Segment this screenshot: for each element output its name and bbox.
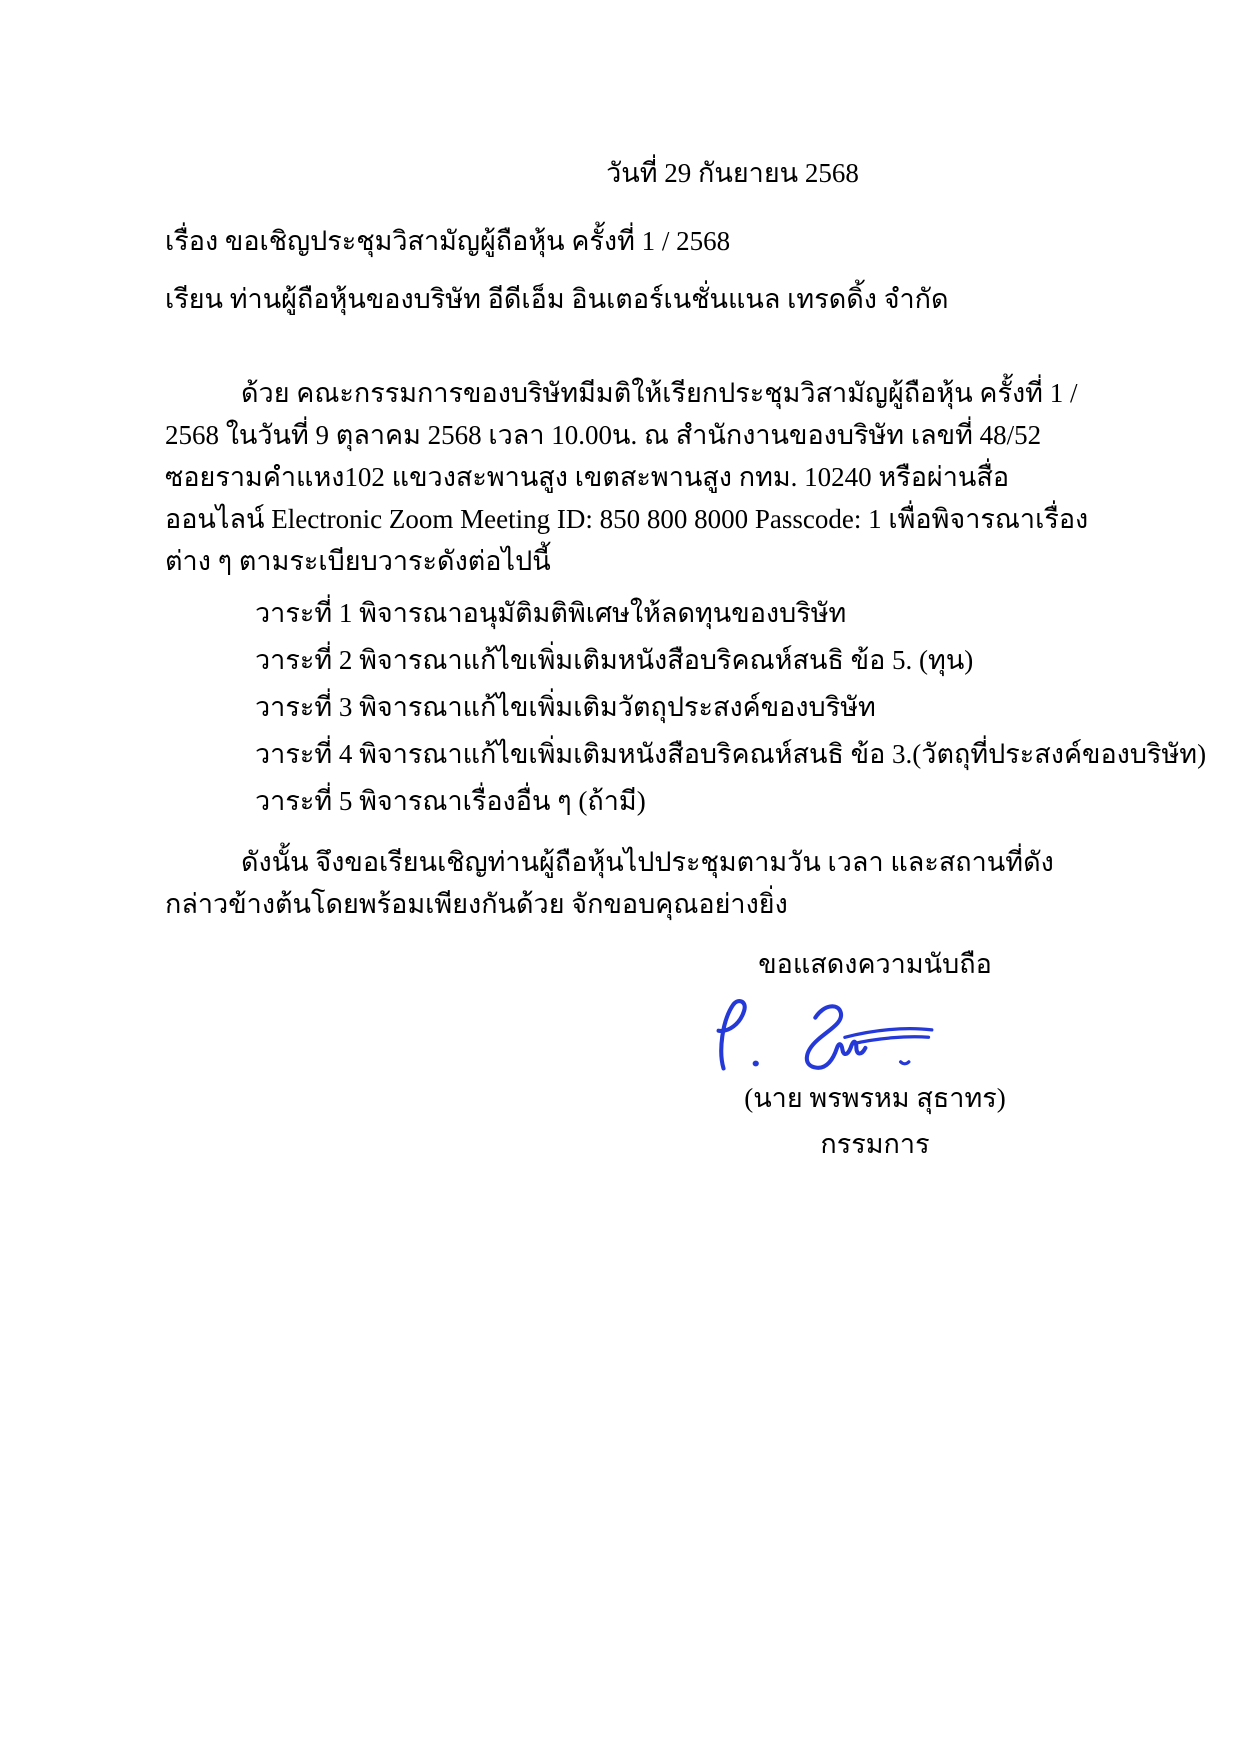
letter-date: วันที่ 29 กันยายน 2568 bbox=[606, 158, 859, 188]
salutation-line: เรียน ท่านผู้ถือหุ้นของบริษัท อีดีเอ็ม อินเตอร์เนชั่นแนล เทรดดิ้ง จำกัด bbox=[165, 284, 949, 314]
agenda-item-3: วาระที่ 3 พิจารณาแก้ไขเพิ่มเติมวัตถุประสงค์ของบริษัท bbox=[255, 692, 876, 722]
subject-line: เรื่อง ขอเชิญประชุมวิสามัญผู้ถือหุ้น ครั้งที่ 1 / 2568 bbox=[165, 226, 731, 256]
agenda-item-5: วาระที่ 5 พิจารณาเรื่องอื่น ๆ (ถ้ามี) bbox=[255, 786, 646, 816]
signature-block bbox=[645, 943, 1105, 1165]
agenda-item-2: วาระที่ 2 พิจารณาแก้ไขเพิ่มเติมหนังสือบริคณห์สนธิ ข้อ 5. (ทุน) bbox=[255, 645, 974, 675]
agenda-item-4: วาระที่ 4 พิจารณาแก้ไขเพิ่มเติมหนังสือบริคณห์สนธิ ข้อ 3.(วัตถุที่ประสงค์ของบริษัท) bbox=[255, 739, 1207, 769]
sign-off-phrase: ขอแสดงความนับถือ bbox=[758, 949, 992, 979]
body-paragraph: ด้วย คณะกรรมการของบริษัทมีมติให้เรียกประชุมวิสามัญผู้ถือหุ้น ครั้งที่ 1 / 2568 ในวันที่ 9 ตุลาคม 2568 เวลา 10.00น. ณ สำนักงานของบริษัท เลขที่ 48/52 ซอยรามคำแหง102 แขวงสะพานสูง เขตสะพานสูง กทม. 10240 หรือผ่านสื่อออนไลน์ Electronic Zoom Meeting ID: 850 800 8000 Passcode: 1 เพื่อพิจารณาเรื่องต่าง ๆ ตามระเบียบวาระดังต่อไปนี้ bbox=[165, 378, 1089, 576]
signatory-name: (นาย พรพรหม สุธาทร) bbox=[744, 1083, 1006, 1113]
agenda-list bbox=[255, 590, 1207, 825]
agenda-item-1: วาระที่ 1 พิจารณาอนุมัติมติพิเศษให้ลดทุนของบริษัท bbox=[255, 598, 847, 628]
signatory-title: กรรมการ bbox=[820, 1129, 930, 1159]
closing-paragraph: ดังนั้น จึงขอเรียนเชิญท่านผู้ถือหุ้นไปประชุมตามวัน เวลา และสถานที่ดังกล่าวข้างต้นโดยพร้อมเพียงกันด้วย จักขอบคุณอย่างยิ่ง bbox=[165, 847, 1054, 919]
handwritten-signature-icon bbox=[645, 993, 1105, 1075]
